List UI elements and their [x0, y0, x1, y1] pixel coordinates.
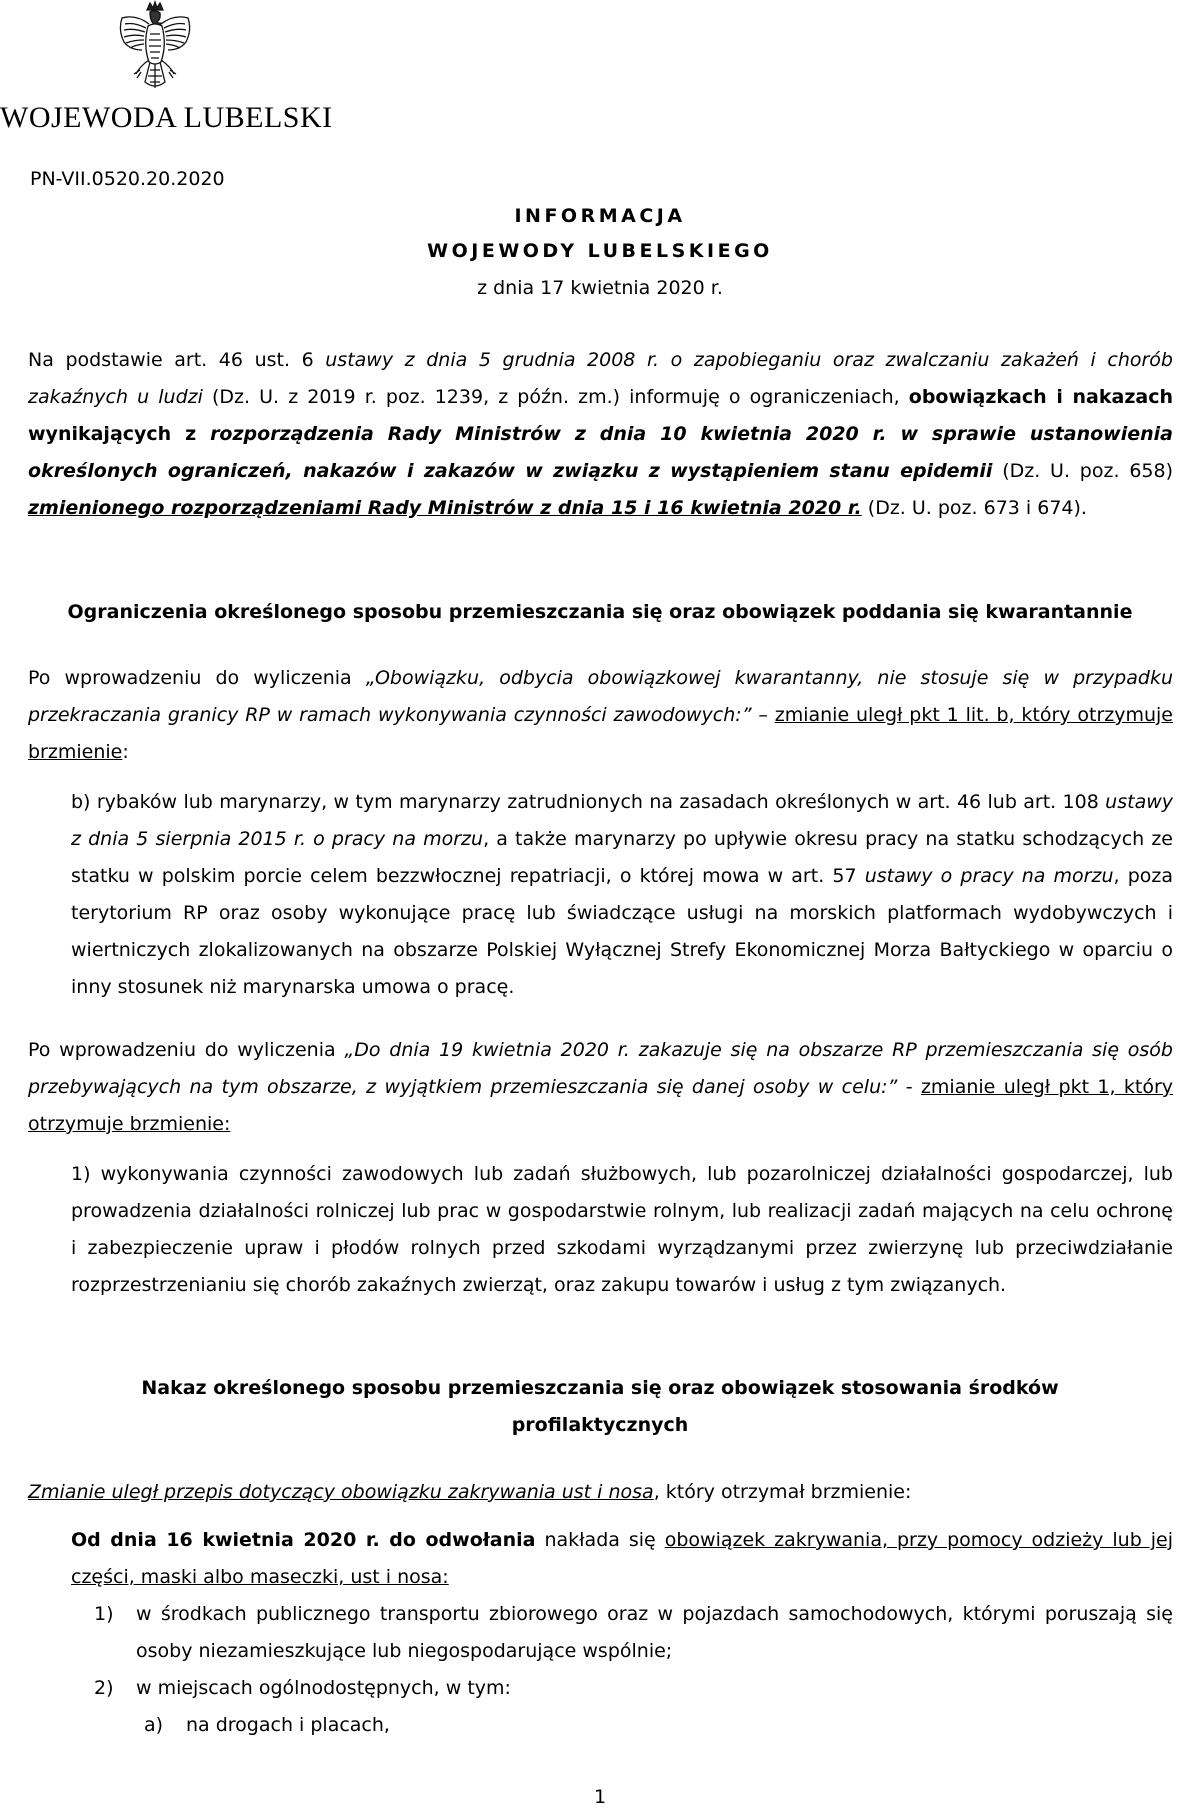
section-heading: Ograniczenia określonego sposobu przemieszczania się oraz obowiązek poddania się kwarantannie [67, 601, 1133, 623]
page-number: 1 [593, 1786, 607, 1808]
quote-text: , poza terytorium RP oraz osoby wykonujące pracę lub świadczące usługi na morskich platformach wydobywczych i wiertniczych zlokalizowanych na obszarze Polskiej Wyłącznej Strefy Ekonomicznej Morza Bałtyckiego w oparciu o inny stosunek niż marynarska umowa o pracę. [71, 865, 1173, 998]
quoted-provision: „Do dnia 19 kwietnia 2020 r. zakazuje się na obszarze RP przemieszczania się osób przebywających na tym obszarze, z wyjątkiem przemieszczania się danej osoby w celu:” [28, 1039, 1173, 1098]
section1-paragraph-1 [28, 660, 1173, 771]
document-title: INFORMACJA [514, 205, 686, 227]
amendment-note: zmianie uległ pkt 1, który otrzymuje brzmienie: [28, 1076, 1173, 1135]
paragraph-text: - [897, 1076, 921, 1098]
amendment-note: Zmianie uległ przepis dotyczący obowiązku zakrywania ust i nosa [28, 1481, 654, 1503]
regulation-reference: rozporządzenia Rady Ministrów z dnia 10 kwietnia 2020 r. w sprawie ustanowienia określonych ograniczeń, nakazów i zakazów w związku z wystąpieniem stanu epidemii [28, 423, 1173, 482]
eagle-emblem-icon [112, 0, 198, 104]
intro-text: (Dz. U. poz. 658) [992, 460, 1173, 482]
section2-paragraph-1 [28, 1474, 1173, 1511]
list-item: w środkach publicznego transportu zbiorowego oraz w pojazdach samochodowych, którymi poruszają się osoby niezamieszkujące lub niegospodarujące wspólnie; [136, 1603, 1173, 1662]
intro-paragraph [28, 342, 1173, 527]
paragraph-text: , który otrzymał brzmienie: [653, 1481, 912, 1503]
intro-text: (Dz. U. z 2019 r. poz. 1239, z późn. zm.) informuję o ograniczeniach, [202, 386, 909, 408]
organization-name: WOJEWODA LUBELSKI [0, 101, 333, 134]
list-item: w miejscach ogólnodostępnych, w tym: [136, 1677, 511, 1699]
paragraph-text: : [122, 741, 129, 763]
list-item-number: 2) [94, 1677, 114, 1699]
quote-text: b) rybaków lub marynarzy, w tym marynarzy zatrudnionych na zasadach określonych w art. 46 lub art. 108 [71, 791, 1106, 813]
intro-obligations: obowiązkach i nakazach wynikających z [28, 386, 1173, 445]
sub-item-number: a) [144, 1714, 164, 1736]
quoted-provision: „Obowiązku, odbycia obowiązkowej kwarantanny, nie stosuje się w przypadku przekraczania granicy RP w ramach wykonywania czynności zawodowych:” [28, 667, 1173, 726]
paragraph-text: Po wprowadzeniu do wyliczenia [28, 667, 366, 689]
section2-quote-1 [71, 1522, 1173, 1596]
obligation-text: obowiązek zakrywania, przy pomocy odzieży lub jej części, maski albo maseczki, ust i nosa: [71, 1529, 1173, 1588]
section-heading-continued: profilaktycznych [511, 1414, 689, 1436]
document-signature: PN-VII.0520.20.2020 [30, 168, 225, 190]
act-reference: ustawy z dnia 5 sierpnia 2015 r. o pracy na morzu [71, 791, 1173, 850]
paragraph-text: – [751, 704, 775, 726]
effective-date: Od dnia 16 kwietnia 2020 r. do odwołania [71, 1529, 536, 1551]
section-heading: Nakaz określonego sposobu przemieszczania się oraz obowiązek stosowania środków [141, 1377, 1059, 1399]
document-date: z dnia 17 kwietnia 2020 r. [477, 277, 723, 299]
document-author: WOJEWODY LUBELSKIEGO [427, 240, 773, 262]
amendment-reference: zmienionego rozporządzeniami Rady Ministrów z dnia 15 i 16 kwietnia 2020 r. [28, 497, 862, 519]
amendment-note: zmianie uległ pkt 1 lit. b, który otrzymuje brzmienie [28, 704, 1173, 763]
intro-text: (Dz. U. poz. 673 i 674). [861, 497, 1087, 519]
paragraph-text: Po wprowadzeniu do wyliczenia [28, 1039, 345, 1061]
intro-text: Na podstawie art. 46 ust. 6 [28, 349, 326, 371]
section1-quote-1 [71, 784, 1173, 1006]
section1-paragraph-2 [28, 1032, 1173, 1143]
act-reference: ustawy z dnia 5 grudnia 2008 r. o zapobieganiu oraz zwalczaniu zakażeń i chorób zakaźnych u ludzi [28, 349, 1173, 408]
section1-quote-2: 1) wykonywania czynności zawodowych lub zadań służbowych, lub pozarolniczej działalności gospodarczej, lub prowadzenia działalności rolniczej lub prac w gospodarstwie rolnym, lub realizacji zadań mających na celu ochronę i zabezpieczenie upraw i płodów rolnych przed szkodami wyrządzanymi przez zwierzynę lub przeciwdziałanie rozprzestrzenianiu się chorób zakaźnych zwierząt, oraz zakupu towarów i usług z tym związanych. [71, 1163, 1173, 1296]
quote-text: nakłada się [535, 1529, 665, 1551]
act-reference: ustawy o pracy na morzu [864, 865, 1114, 887]
sub-item: na drogach i placach, [186, 1714, 390, 1736]
quote-text: , a także marynarzy po upływie okresu pracy na statku schodzących ze statku w polskim porcie celem bezzwłocznej repatriacji, o której mowa w art. 57 [71, 828, 1173, 887]
list-item-number: 1) [94, 1603, 114, 1625]
